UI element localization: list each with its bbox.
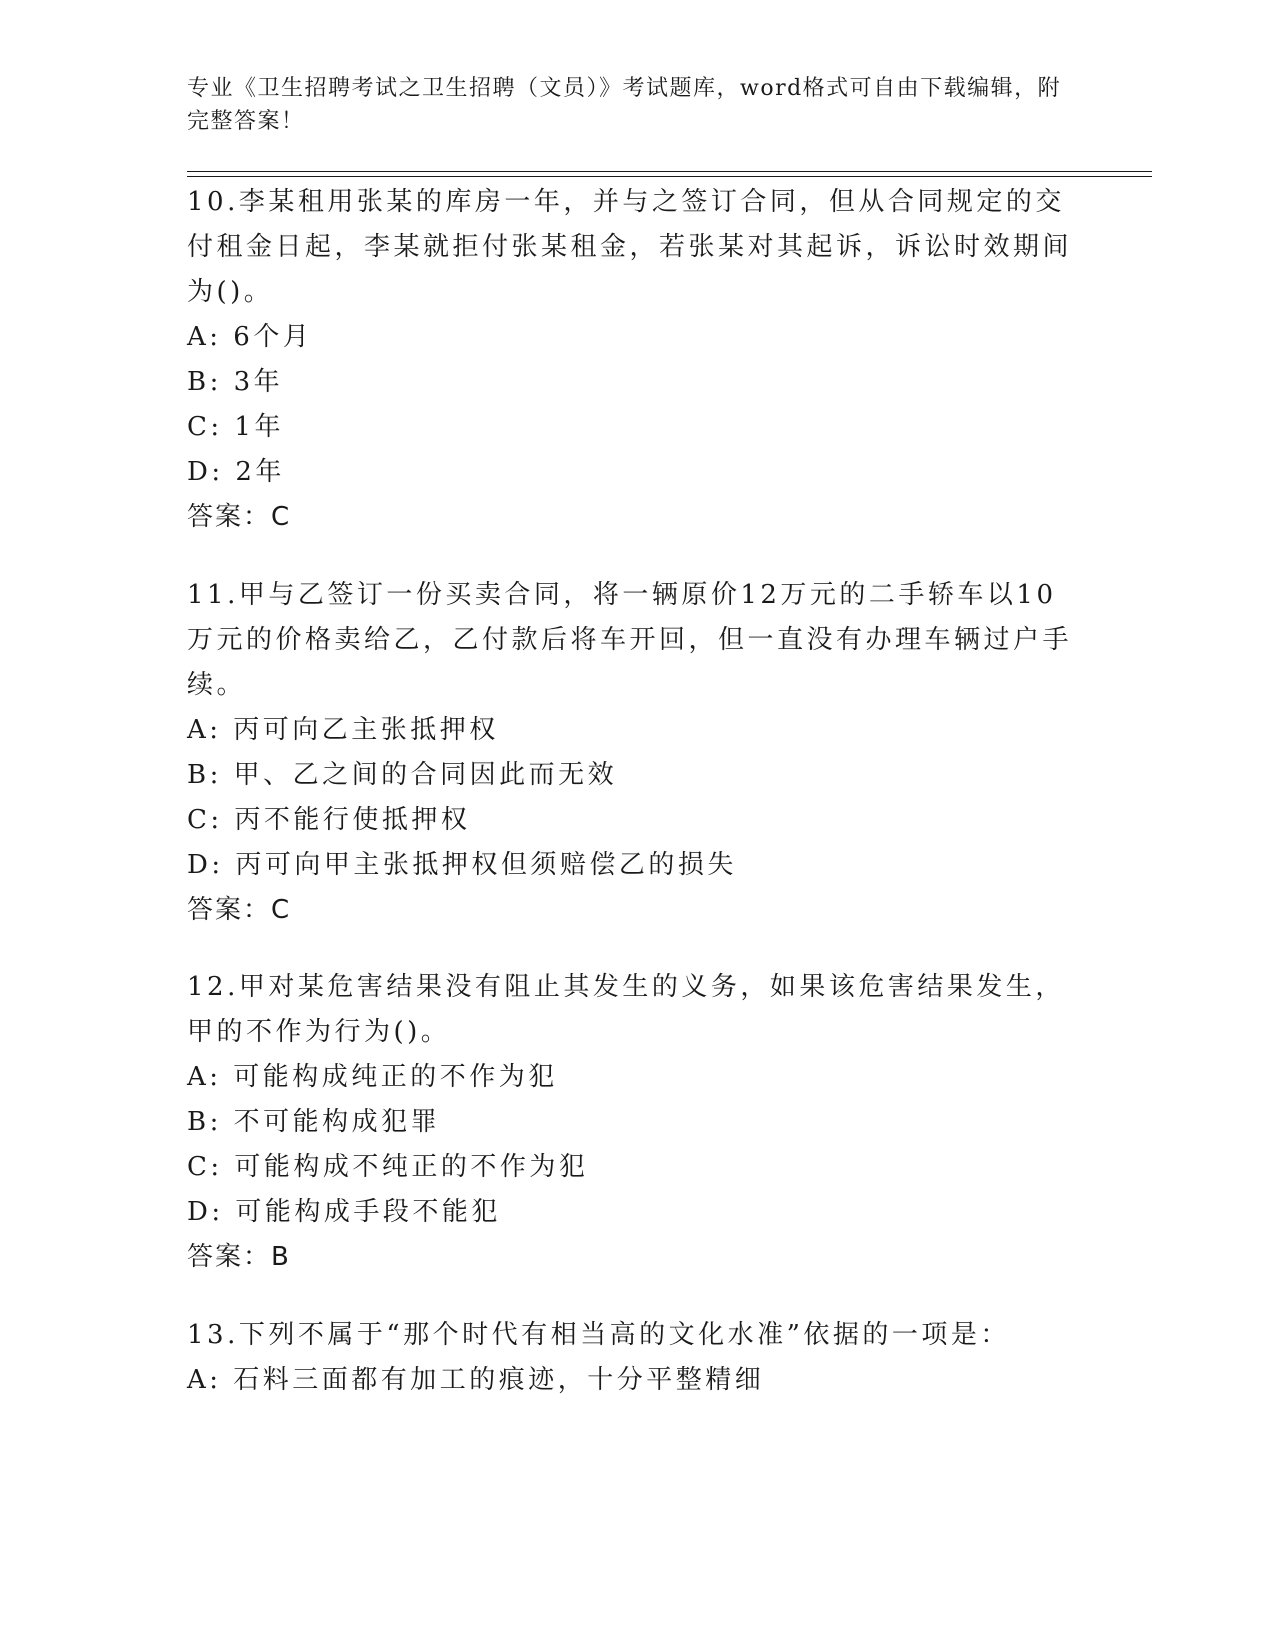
question-stem: 11.甲与乙签订一份买卖合同，将一辆原价12万元的二手轿车以10万元的价格卖给乙，乙付款后将车开回，但一直没有办理车辆过户手续。 bbox=[187, 580, 1073, 700]
option-a: A: 可能构成纯正的不作为犯 bbox=[187, 1062, 558, 1092]
question-13 bbox=[187, 1313, 1077, 1403]
question-stem: 12.甲对某危害结果没有阻止其发生的义务，如果该危害结果发生，甲的不作为行为()。 bbox=[187, 972, 1065, 1047]
header-divider-bottom bbox=[187, 176, 1152, 177]
option-c: C: 1年 bbox=[187, 412, 284, 442]
question-stem: 13.下列不属于“那个时代有相当高的文化水准”依据的一项是： bbox=[187, 1320, 1010, 1350]
option-d: D: 可能构成手段不能犯 bbox=[187, 1197, 501, 1227]
header-divider-top bbox=[187, 171, 1152, 172]
option-a: A: 石料三面都有加工的痕迹，十分平整精细 bbox=[187, 1365, 765, 1395]
option-d: D: 2年 bbox=[187, 457, 285, 487]
option-a: A: 丙可向乙主张抵押权 bbox=[187, 715, 499, 745]
option-d: D: 丙可向甲主张抵押权但须赔偿乙的损失 bbox=[187, 850, 737, 880]
answer: 答案：C bbox=[187, 502, 292, 532]
option-c: C: 丙不能行使抵押权 bbox=[187, 805, 471, 835]
question-10 bbox=[187, 180, 1077, 540]
option-b: B: 甲、乙之间的合同因此而无效 bbox=[187, 760, 618, 790]
document-header: 专业《卫生招聘考试之卫生招聘（文员）》考试题库，word格式可自由下载编辑，附完整答案！ bbox=[187, 76, 1062, 134]
answer: 答案：C bbox=[187, 895, 292, 925]
option-b: B: 不可能构成犯罪 bbox=[187, 1107, 441, 1137]
question-stem: 10.李某租用张某的库房一年，并与之签订合同，但从合同规定的交付租金日起，李某就拒付张某租金，若张某对其起诉，诉讼时效期间为()。 bbox=[187, 187, 1073, 307]
question-11 bbox=[187, 573, 1077, 933]
question-12 bbox=[187, 965, 1077, 1280]
answer: 答案：B bbox=[187, 1242, 291, 1272]
option-a: A: 6个月 bbox=[187, 322, 313, 352]
option-c: C: 可能构成不纯正的不作为犯 bbox=[187, 1152, 589, 1182]
option-b: B: 3年 bbox=[187, 367, 284, 397]
